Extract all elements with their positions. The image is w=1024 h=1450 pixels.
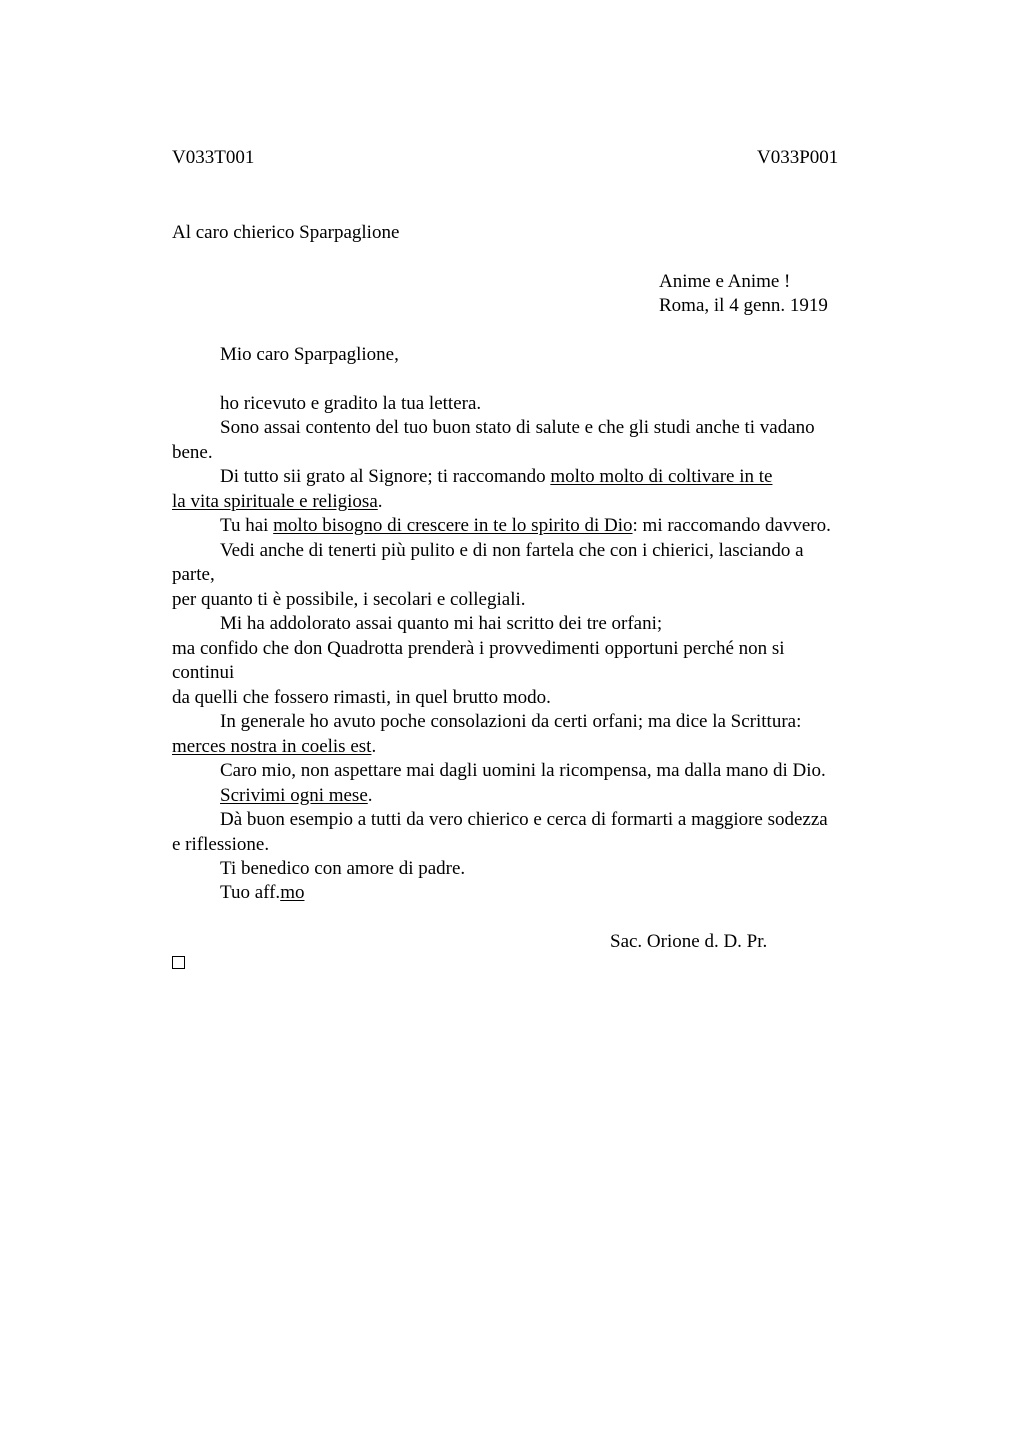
- body-text: .: [371, 736, 377, 757]
- signature: Sac. Orione d. D. Pr.: [610, 931, 768, 952]
- body-line: [220, 465, 772, 490]
- body-line: [172, 490, 383, 515]
- body-line: da quelli che fossero rimasti, in quel brutto modo.: [172, 687, 551, 708]
- body-text: .: [367, 785, 373, 806]
- body-line: [172, 735, 376, 760]
- closing-line: [220, 881, 304, 906]
- body-line: bene.: [172, 442, 213, 463]
- document-code-right: V033P001: [757, 147, 839, 168]
- motto: Anime e Anime !: [659, 271, 791, 292]
- place-date: Roma, il 4 genn. 1919: [659, 295, 828, 316]
- body-line: Ti benedico con amore di padre.: [220, 858, 466, 879]
- checkbox-square-icon: [172, 956, 185, 969]
- body-line: Vedi anche di tenerti più pulito e di non fartela che con i chierici, lasciando a: [220, 540, 804, 561]
- body-line: per quanto ti è possibile, i secolari e collegiali.: [172, 589, 526, 610]
- underlined-text: molto bisogno di crescere in te lo spirito di Dio: [273, 515, 633, 536]
- body-text: : mi raccomando davvero.: [632, 515, 831, 536]
- salutation: Mio caro Sparpaglione,: [220, 344, 399, 365]
- underlined-text: molto molto di coltivare in te: [550, 466, 773, 487]
- body-line: ma confido che don Quadrotta prenderà i provvedimenti opportuni perché non si: [172, 638, 785, 659]
- body-line: Mi ha addolorato assai quanto mi hai scritto dei tre orfani;: [220, 613, 663, 634]
- recipient-line: Al caro chierico Sparpaglione: [172, 222, 400, 243]
- underlined-text: Scrivimi ogni mese: [220, 785, 368, 806]
- body-text: Di tutto sii grato al Signore; ti raccomando: [220, 466, 551, 487]
- underlined-text: la vita spirituale e religiosa: [172, 491, 378, 512]
- body-text: .: [377, 491, 383, 512]
- body-line: Dà buon esempio a tutti da vero chierico e cerca di formarti a maggiore sodezza: [220, 809, 828, 830]
- body-line: Sono assai contento del tuo buon stato di salute e che gli studi anche ti vadano: [220, 417, 815, 438]
- body-line: continui: [172, 662, 235, 683]
- body-line: ho ricevuto e gradito la tua lettera.: [220, 393, 482, 414]
- underlined-text: merces nostra in coelis est: [172, 736, 372, 757]
- underlined-text: mo: [280, 882, 305, 903]
- body-text: Tu hai: [220, 515, 274, 536]
- body-line: In generale ho avuto poche consolazioni da certi orfani; ma dice la Scrittura:: [220, 711, 802, 732]
- body-line: e riflessione.: [172, 834, 270, 855]
- body-line: Caro mio, non aspettare mai dagli uomini la ricompensa, ma dalla mano di Dio.: [220, 760, 826, 781]
- body-line: parte,: [172, 564, 215, 585]
- body-text: Tuo aff.: [220, 882, 281, 903]
- body-line: [220, 784, 373, 809]
- document-code-left: V033T001: [172, 147, 255, 168]
- body-line: [220, 514, 831, 539]
